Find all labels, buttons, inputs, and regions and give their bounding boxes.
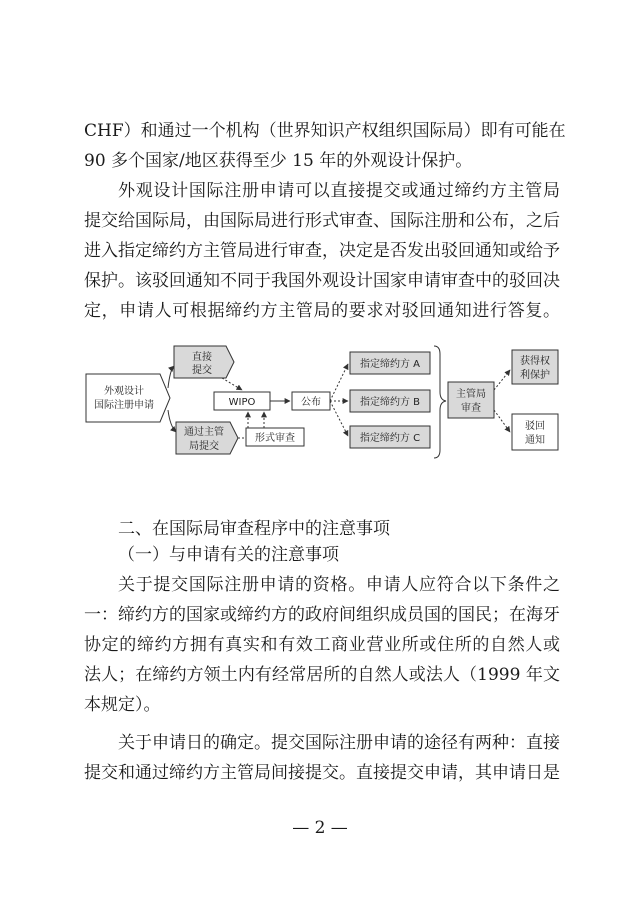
text-line: 协定的缔约方拥有真实和有效工商业营业所或住所的自然人或 xyxy=(84,635,560,655)
party-c-label: 指定缔约方 C xyxy=(359,433,421,444)
text-line: 进入指定缔约方主管局进行审查，决定是否发出驳回通知或给予 xyxy=(84,241,560,261)
party-b-label: 指定缔约方 B xyxy=(359,397,421,408)
party-c-node xyxy=(350,426,430,448)
paragraph-3 xyxy=(84,570,560,720)
office-examination-node xyxy=(448,382,494,418)
direct-submission-node xyxy=(174,346,234,378)
publish-label: 公布 xyxy=(301,397,321,408)
registration-flowchart xyxy=(84,340,564,468)
via-office-label-2: 局提交 xyxy=(189,441,219,452)
grouping-brace xyxy=(434,346,446,458)
formal-examination-label: 形式审查 xyxy=(255,433,295,444)
direct-label-2: 提交 xyxy=(192,365,212,376)
protection-label-1: 获得权 xyxy=(520,356,550,367)
rejection-node xyxy=(512,414,558,450)
applicant-node xyxy=(86,374,170,422)
party-a-node xyxy=(350,352,430,374)
text-line: 一：缔约方的国家或缔约方的政府间组织成员国的国民；在海牙 xyxy=(84,605,560,625)
text-line: 关于提交国际注册申请的资格。申请人应符合以下条件之 xyxy=(118,575,560,595)
wipo-label: WIPO xyxy=(228,397,256,408)
wipo-node xyxy=(214,392,270,410)
paragraph-2 xyxy=(84,176,560,326)
rejection-label-1: 驳回 xyxy=(525,421,545,432)
direct-label-1: 直接 xyxy=(192,352,212,363)
text-line: 法人；在缔约方领土内有经常居所的自然人或法人（1999 年文 xyxy=(84,665,560,685)
text-line: 关于申请日的确定。提交国际注册申请的途径有两种：直接 xyxy=(118,733,560,753)
publish-node xyxy=(292,392,330,410)
via-office-label-1: 通过主管 xyxy=(184,427,224,438)
protection-label-2: 利保护 xyxy=(520,370,550,381)
text-line: 外观设计国际注册申请可以直接提交或通过缔约方主管局 xyxy=(118,181,560,201)
office-examination-label-1: 主管局 xyxy=(456,389,486,400)
text-line: 提交和通过缔约方主管局间接提交。直接提交申请，其申请日是 xyxy=(84,763,560,783)
subsection-heading: （一）与申请有关的注意事项 xyxy=(118,545,339,565)
formal-examination-node xyxy=(246,428,304,446)
paragraph-4 xyxy=(84,728,560,788)
text-line: 定，申请人可根据缔约方主管局的要求对驳回通知进行答复。 xyxy=(84,301,560,321)
text-line: 本规定）。 xyxy=(84,695,161,715)
text-line: 提交给国际局，由国际局进行形式审查、国际注册和公布，之后 xyxy=(84,211,560,231)
office-examination-label-2: 审查 xyxy=(461,403,481,414)
protection-node xyxy=(512,350,558,384)
paragraph-1 xyxy=(84,116,566,176)
section-heading: 二、在国际局审查程序中的注意事项 xyxy=(118,519,390,539)
applicant-label-1: 外观设计 xyxy=(104,386,144,397)
text-line: 保护。该驳回通知不同于我国外观设计国家申请审查中的驳回决 xyxy=(84,271,560,291)
via-office-submission-node xyxy=(176,422,238,454)
party-b-node xyxy=(350,390,430,412)
text-line: 90 多个国家/地区获得至少 15 年的外观设计保护。 xyxy=(84,151,473,171)
text-line: CHF）和通过一个机构（世界知识产权组织国际局）即有可能在 xyxy=(84,121,566,141)
applicant-label-2: 国际注册申请 xyxy=(94,400,154,411)
page-number: — 2 — xyxy=(292,818,348,838)
rejection-label-2: 通知 xyxy=(525,435,545,446)
party-a-label: 指定缔约方 A xyxy=(359,359,421,370)
